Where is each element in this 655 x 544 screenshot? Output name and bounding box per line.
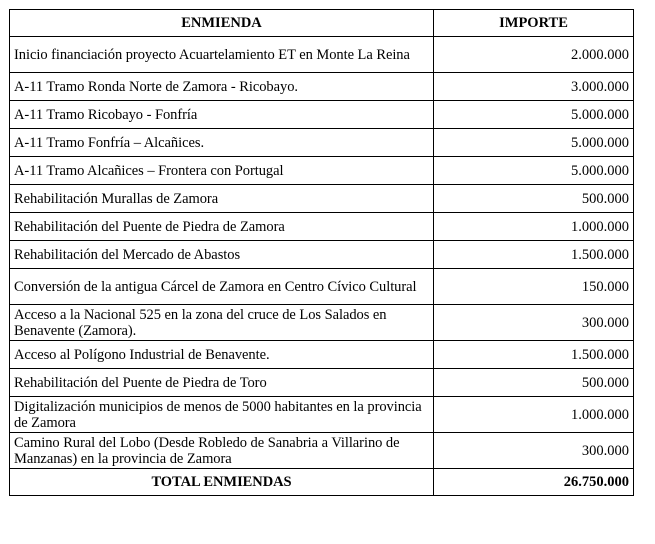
table-row — [10, 73, 634, 101]
row-name: Rehabilitación del Mercado de Abastos — [10, 241, 434, 269]
table-row — [10, 213, 634, 241]
row-name: A-11 Tramo Alcañices – Frontera con Portugal — [10, 157, 434, 185]
row-amount: 1.500.000 — [434, 341, 634, 369]
row-name: Rehabilitación Murallas de Zamora — [10, 185, 434, 213]
row-amount: 500.000 — [434, 369, 634, 397]
table-row — [10, 269, 634, 305]
row-amount: 1.000.000 — [434, 213, 634, 241]
amendments-table — [9, 9, 634, 496]
header-importe: IMPORTE — [434, 10, 634, 37]
row-amount: 2.000.000 — [434, 37, 634, 73]
row-name: A-11 Tramo Ronda Norte de Zamora - Ricobayo. — [10, 73, 434, 101]
table-row — [10, 185, 634, 213]
row-name: Acceso al Polígono Industrial de Benavente. — [10, 341, 434, 369]
row-amount: 1.500.000 — [434, 241, 634, 269]
row-name: Rehabilitación del Puente de Piedra de Toro — [10, 369, 434, 397]
row-amount: 5.000.000 — [434, 129, 634, 157]
row-name: Rehabilitación del Puente de Piedra de Zamora — [10, 213, 434, 241]
row-amount: 300.000 — [434, 305, 634, 341]
table-row — [10, 369, 634, 397]
row-amount: 3.000.000 — [434, 73, 634, 101]
row-name: Camino Rural del Lobo (Desde Robledo de Sanabria a Villarino de Manzanas) en la provincia de Zamora — [10, 433, 434, 469]
table-row — [10, 341, 634, 369]
row-name: Conversión de la antigua Cárcel de Zamora en Centro Cívico Cultural — [10, 269, 434, 305]
table-row — [10, 433, 634, 469]
row-name: Acceso a la Nacional 525 en la zona del cruce de Los Salados en Benavente (Zamora). — [10, 305, 434, 341]
row-name: Inicio financiación proyecto Acuartelamiento ET en Monte La Reina — [10, 37, 434, 73]
header-row — [10, 10, 634, 37]
table-row — [10, 305, 634, 341]
table-row — [10, 37, 634, 73]
total-label: TOTAL ENMIENDAS — [10, 469, 434, 496]
row-name: Digitalización municipios de menos de 5000 habitantes en la provincia de Zamora — [10, 397, 434, 433]
table-row — [10, 397, 634, 433]
total-amount: 26.750.000 — [434, 469, 634, 496]
row-amount: 5.000.000 — [434, 101, 634, 129]
row-name: A-11 Tramo Fonfría – Alcañices. — [10, 129, 434, 157]
row-amount: 5.000.000 — [434, 157, 634, 185]
row-amount: 150.000 — [434, 269, 634, 305]
table-row — [10, 101, 634, 129]
table-row — [10, 157, 634, 185]
row-name: A-11 Tramo Ricobayo - Fonfría — [10, 101, 434, 129]
row-amount: 500.000 — [434, 185, 634, 213]
total-row — [10, 469, 634, 496]
row-amount: 1.000.000 — [434, 397, 634, 433]
row-amount: 300.000 — [434, 433, 634, 469]
table-row — [10, 241, 634, 269]
header-enmienda: ENMIENDA — [10, 10, 434, 37]
table-row — [10, 129, 634, 157]
